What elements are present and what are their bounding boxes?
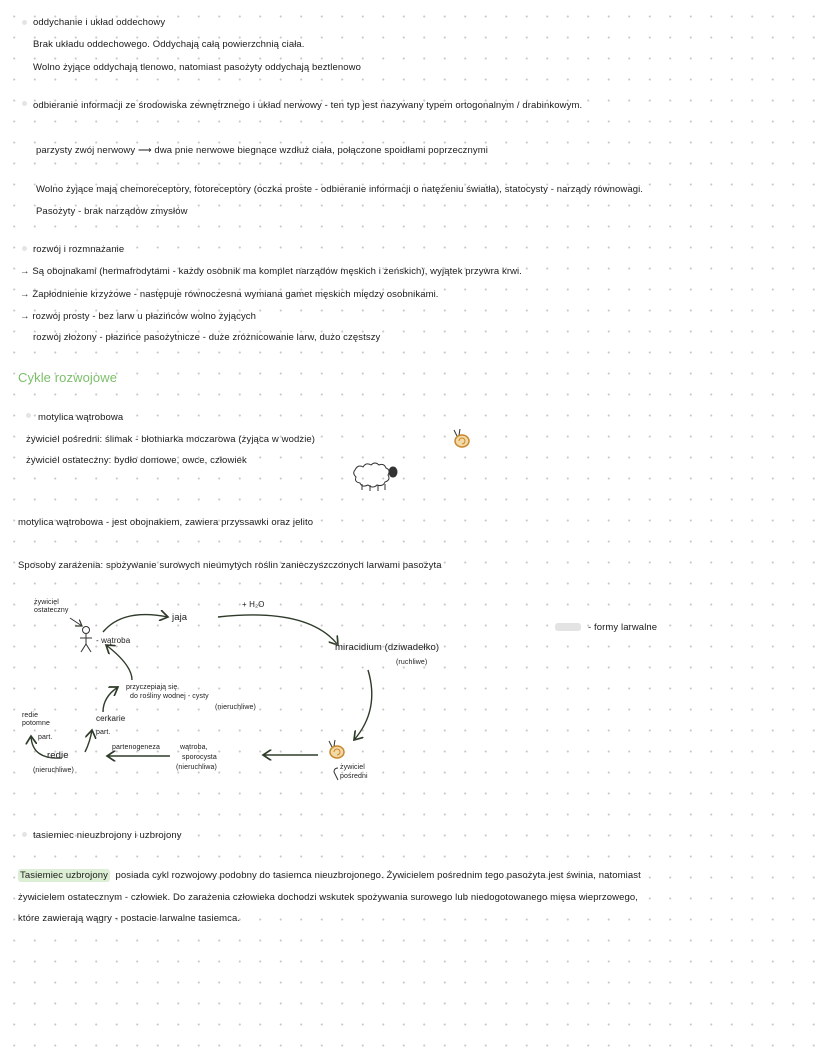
- person-icon: [80, 627, 92, 653]
- text-line: → rozwój prosty - bez larw u płazińców wolno żyjących: [20, 311, 257, 322]
- part-label: part.: [96, 729, 111, 736]
- legend-label: - formy larwalne: [588, 622, 658, 633]
- water-label: + H₂O: [242, 600, 265, 609]
- heading-nervous: odbieranie informacji ze środowiska zewnętrznego i układ nerwowy - ten typ jest nazywany typem ortogonalnym / drabinkowym.: [33, 100, 583, 111]
- snail-icon: [329, 740, 344, 758]
- text-line: Sposoby zarażenia: spożywanie surowych nieumytych roślin zanieczyszczonych larwami pasożyta: [18, 560, 442, 571]
- part-label: part.: [38, 734, 53, 741]
- miracidium-note: (ruchliwe): [396, 659, 428, 666]
- redia-note: (nieruchliwe): [33, 767, 74, 774]
- daughter-redia-label: redie potomne: [22, 712, 50, 727]
- sporocyst-label: wątroba,: [180, 744, 208, 751]
- parthenogenesis-label: partenogeneza: [112, 744, 161, 751]
- text-line: rozwój złożony - płazińce pasożytnicze - duże zróżnicowanie larw, dużo częstszy: [33, 332, 381, 343]
- intermediate-host-label: żywiciel pośredni: [340, 764, 368, 780]
- text-line: żywicielem ostatecznym - człowiek. Do zarażenia człowieka dochodzi wskutek spożywania surowego lub niedogotowanego mięsa wieprzowego,: [18, 892, 639, 903]
- sporocyst-note: (nieruchliwa): [176, 764, 217, 771]
- text-line: → Są obojnakami (hermafrodytami - każdy osobnik ma komplet narządów męskich i żeńskich), wyjątek przywra krwi.: [20, 266, 523, 277]
- miracidium-label: miracidium (dziwadełko): [335, 642, 440, 653]
- text-line: → Zapłodnienie krzyżowe - następuje równoczesna wymiana gamet męskich między osobnikami.: [20, 289, 439, 300]
- text-line: żywiciel pośredni: ślimak - błotniarka moczarowa (żyjąca w wodzie): [26, 434, 316, 445]
- text-line: motylica wątrobowa - jest obojnakiem, zawiera przyssawki oraz jelito: [18, 517, 314, 528]
- redia-label: redie: [47, 750, 69, 761]
- heading-respiration: oddychanie i układ oddechowy: [33, 17, 166, 28]
- sheep-icon: [354, 463, 397, 491]
- heading-tapeworm: tasiemiec nieuzbrojony i uzbrojony: [33, 830, 182, 841]
- bullet: [22, 832, 27, 837]
- eggs-label: jaja: [172, 612, 188, 623]
- legend-swatch: [555, 623, 581, 631]
- cyst-note: (nieruchliwe): [215, 704, 256, 711]
- snail-icon: [454, 429, 469, 447]
- heading-reproduction: rozwój i rozmnażanie: [33, 244, 125, 255]
- text-line: Wolno żyjące mają chemoreceptory, fotoreceptory (oczka proste - odbieranie informacji o natężeniu światła), statocysty - narządy równowagi.: [36, 184, 644, 195]
- cycle-arrows: [31, 615, 372, 759]
- text-line: parzysty zwój nerwowy ⟶ dwa pnie nerwowe biegnące wzdłuż ciała, połączone spoidłami poprzecznymi: [36, 145, 488, 156]
- text-line: Brak układu oddechowego. Oddychają całą powierzchnią ciała.: [33, 39, 305, 50]
- liver-label: - wątroba: [96, 636, 131, 645]
- section-title: Cykle rozwojowe: [18, 370, 118, 385]
- text-line: Wolno żyjące oddychają tlenowo, natomiast pasożyty oddychają beztlenowo: [33, 62, 362, 73]
- text-line: żywiciel ostateczny: bydło domowe, owce, człowiek: [26, 455, 247, 466]
- text-line: [18, 870, 641, 881]
- cyst-label: do rośliny wodnej - cysty: [130, 693, 209, 700]
- highlight-term: Tasiemiec uzbrojony: [20, 870, 108, 881]
- text-line: Pasożyty - brak narządów zmysłów: [36, 206, 188, 217]
- text-span: posiada cykl rozwojowy podobny do tasiemca nieuzbrojonego. Żywicielem pośrednim tego pasożyta jest świnia, natomiast: [115, 870, 641, 881]
- sporocyst-label: sporocysta: [182, 754, 217, 761]
- cercaria-label: cerkarie: [96, 714, 126, 723]
- text-line: które zawierają wągry - postacie larwalne tasiemca.: [18, 913, 241, 924]
- heading-fluke: motylica wątrobowa: [38, 412, 124, 423]
- definitive-host-label: żywiciel ostateczny: [34, 599, 69, 614]
- cyst-label: przyczepiają się: [126, 684, 178, 691]
